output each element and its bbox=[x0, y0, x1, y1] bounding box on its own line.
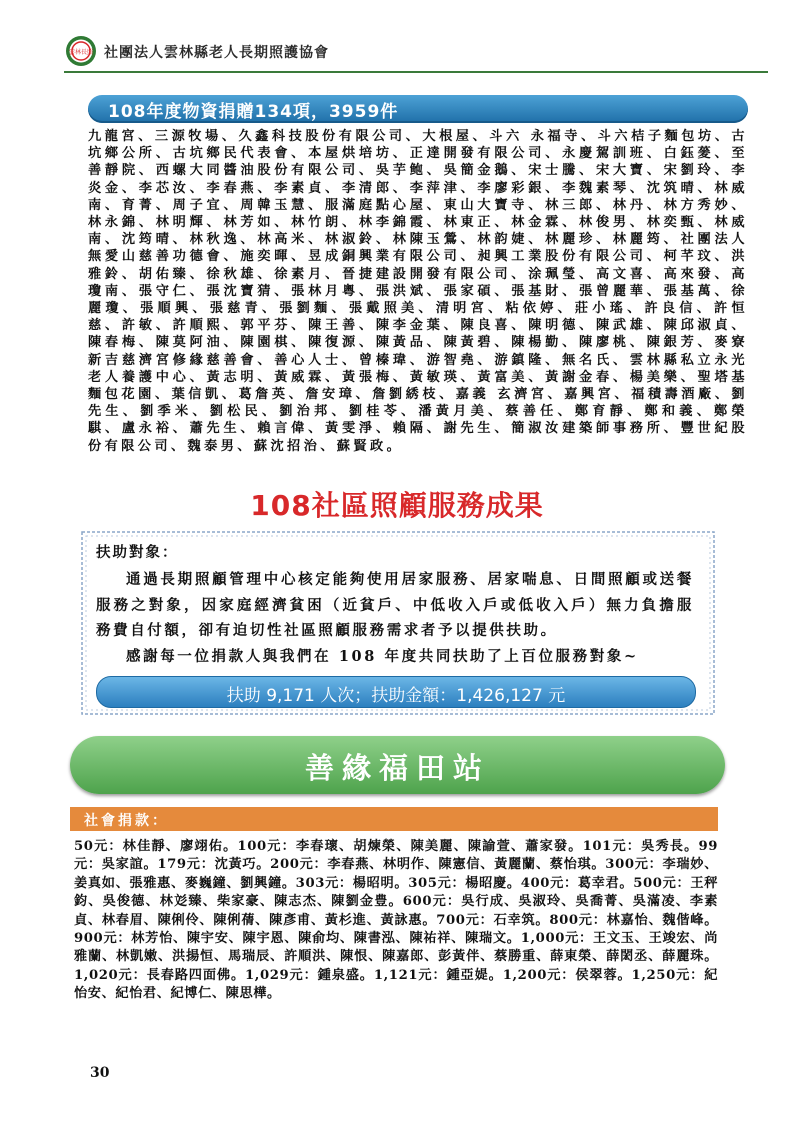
station-banner bbox=[70, 736, 725, 794]
support-summary-pill bbox=[96, 676, 696, 708]
organization-name: 社團法人雲林縣老人長期照護協會 bbox=[104, 45, 329, 61]
header-divider bbox=[64, 71, 768, 73]
station-title: 善緣福田站 bbox=[304, 751, 490, 785]
page-header bbox=[64, 34, 764, 70]
service-section-title: 108社區照顧服務成果 bbox=[250, 489, 544, 522]
page-number: 30 bbox=[90, 1065, 110, 1081]
svg-text:雲林長照: 雲林長照 bbox=[68, 49, 94, 56]
social-donation-list: 50元：林佳靜、廖翊佑。100元：李春瓌、胡煉榮、陳美麗、陳諭萱、蕭家發。101元：吳秀長。99元：吳家誼。179元：沈黃巧。200元：李春燕、林明作、陳憲信、黃麗蘭、蔡怡琪。300元：李瑞妙、姜真如、張雅惠、麥巍鐘、劉興鐘。303元：楊昭明。305元：楊昭慶。400元：葛幸君。500元：王秤鈞、吳俊德、林彣臻、柴家豪、陳志杰、陳劉金豊。600元：吳行成、吳淑玲、吳喬菁、吳滿凌、李素貞、林春眉、陳俐伶、陳俐蒨、陳彥甫、黃杉進、黃詠惠。700元：石幸筑。800元：林嘉怡、魏偕峰。900元：林芳怡、陳宇安、陳宇恩、陳俞均、陳書泓、陳祐祥、陳瑞文。1,000元：王文玉、王竣宏、尚雅蘭、林凱嫩、洪揚恒、馬瑞辰、許順洪、陳恨、陳嘉郎、彭黃伴、蔡勝重、薛東榮、薛閎丞、薛麗珠。1,020元：長春路四面佛。1,029元：鍾泉盛。1,121元：鍾亞媞。1,200元：侯翠蓉。1,250元：紀怡安、紀怡君、紀博仁、陳思樺。 bbox=[74, 839, 718, 1002]
support-paragraph-2: 感謝每一位捐款人與我們在 108 年度共同扶助了上百位服務對象~ bbox=[126, 647, 639, 665]
donor-list: 九龍宮、三源牧場、久鑫科技股份有限公司、大根屋、斗六 永福寺、斗六桔子麵包坊、古坑鄉公所、古坑鄉民代表會、本屋烘培坊、正達開發有限公司、永慶駕訓班、白鈺蓌、至善靜院、西螺大同醬油股份有限公司、吳芋鲍、吳簡金鵝、宋士騰、宋大寶、宋劉玲、李炎金、李芯汝、李春燕、李素貞、李清郎、李萍津、李廖彩銀、李魏素琴、沈筑晴、林威南、育菁、周子宜、周韓玉慧、服滿庭點心屋、東山大寶寺、林三郎、林丹、林方秀妙、林永錦、林明輝、林芳如、林竹朗、林李錦霞、林東正、林金霖、林俊男、林奕甄、林威南、沈筠晴、林秋逸、林高米、林淑鈴、林陳玉鶯、林韵婕、林麗珍、林麗筠、社團法人無愛山慈善功德會、施奕暉、昱成銅興業有限公司、昶興工業股份有限公司、柯芊玟、洪雅鈴、胡佑臻、徐秋雄、徐素月、晉捷建設開發有限公司、涂珮瑩、高文喜、高來發、高瓊南、張守仁、張沈寶猜、張林月粵、張洪斌、張家碩、張基財、張曾麗華、張基萬、徐麗瓊、張順興、張慈青、張劉麵、張戴照美、清明宮、粘依婷、莊小瑤、許良信、許恒慈、許敏、許順熙、郭平芬、陳王善、陳李金葉、陳良喜、陳明德、陳武雄、陳邱淑貞、陳春梅、陳莫阿油、陳園棋、陳復源、陳黃品、陳黃碧、陳楊勤、陳廖桃、陳銀芳、麥寮新吉慈濟宮修緣慈善會、善心人士、曾榛瑋、游智堯、游鎮隆、無名氏、雲林縣私立永光老人養護中心、黃志明、黃威霖、黃張梅、黃敏瑛、黃富美、黃謝金春、楊美樂、聖塔基麵包花園、葉信凱、葛詹英、詹安璋、詹劉綉枝、嘉義 玄濟宮、嘉興宮、福積壽酒廠、劉先生、劉季米、劉松民、劉治邦、劉桂苓、潘黃月美、蔡善任、鄭育靜、鄭和義、鄭榮騏、盧永裕、蕭先生、賴言偉、黃雯淨、賴隔、謝先生、簡淑汝建築師事務所、豐世紀股份有限公司、魏泰男、蘇沈招治、蘇賢政。 bbox=[88, 129, 748, 454]
donation-summary-banner bbox=[88, 95, 748, 123]
social-donation-label: 社會捐款： bbox=[84, 813, 169, 829]
association-logo bbox=[64, 34, 98, 68]
support-paragraph-1: 通過長期照顧管理中心核定能夠使用居家服務、居家喘息、日間照顧或送餐服務之對象，因家庭經濟貧困（近貧戶、中低收入戶或低收入戶）無力負擔服務費自付額，卻有迫切性社區照顧服務需求者予以提供扶助。 bbox=[96, 571, 694, 639]
support-target-label: 扶助對象： bbox=[96, 544, 179, 561]
social-donation-header bbox=[70, 807, 718, 831]
support-description bbox=[96, 567, 694, 669]
support-summary-text: 扶助 9,171 人次；扶助金額：1,426,127 元 bbox=[226, 686, 566, 706]
donation-summary-title: 108年度物資捐贈134項，3959件 bbox=[108, 102, 399, 122]
